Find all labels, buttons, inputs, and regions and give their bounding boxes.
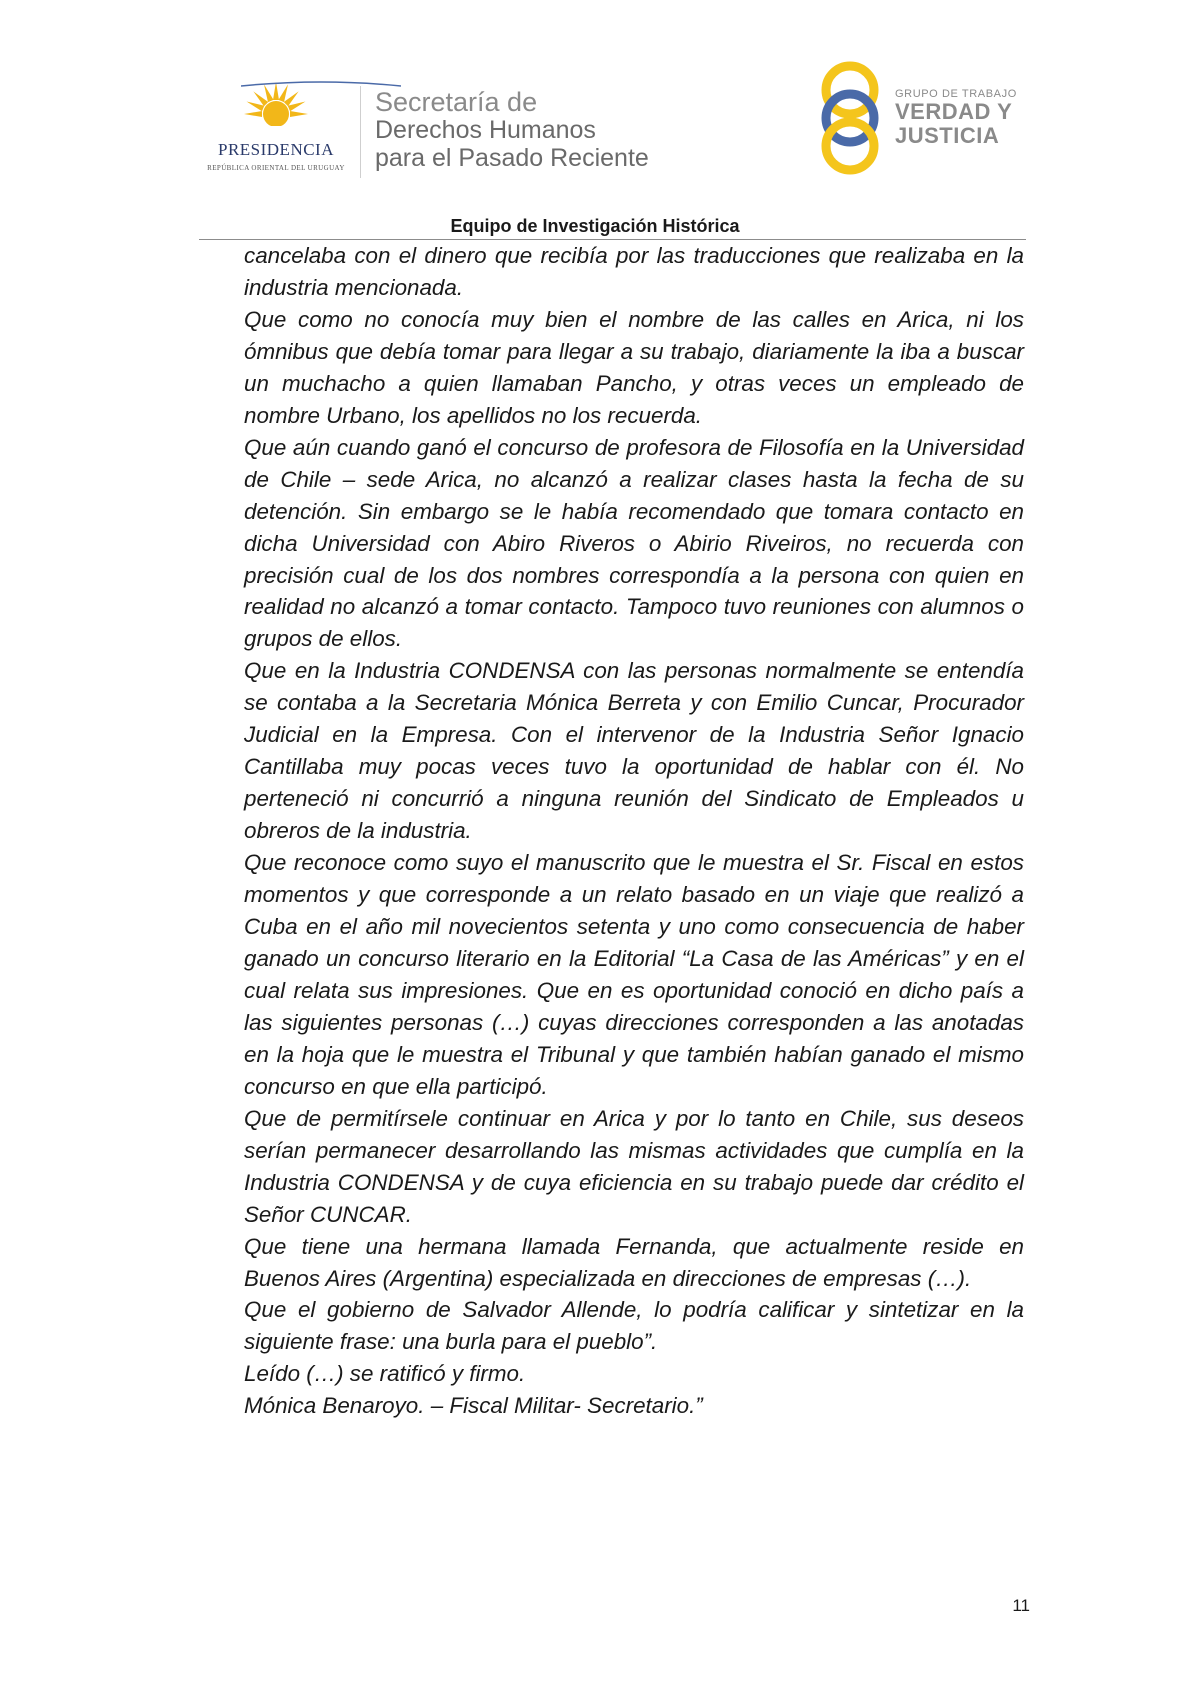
paragraph: cancelaba con el dinero que recibía por las traducciones que realizaba en la industria mencionada. bbox=[244, 243, 1024, 300]
paragraph: Que tiene una hermana llamada Fernanda, que actualmente reside en Buenos Aires (Argentina) especializada en direcciones de empresas (…). bbox=[244, 1233, 1024, 1291]
signature-line: Mónica Benaroyo. – Fiscal Militar- Secretario.” bbox=[244, 1393, 703, 1419]
presidencia-name: PRESIDENCIA bbox=[217, 140, 334, 159]
grupo-label: GRUPO DE TRABAJO bbox=[895, 88, 1017, 100]
verdad-justicia-text bbox=[895, 88, 1017, 148]
document-body bbox=[244, 240, 1024, 1422]
header-divider bbox=[360, 86, 361, 178]
page-header bbox=[0, 0, 1190, 240]
presidencia-logo bbox=[196, 80, 356, 180]
paragraph: Que reconoce como suyo el manuscrito que le muestra el Sr. Fiscal en estos momentos y que corresponde a un relato basado en un viaje que realizó a Cuba en el año mil novecientos setenta y uno como consecuencia de haber ganado un concurso literario en la Editorial “La Casa de las Américas” y en el cual relata sus impresiones. Que en es oportunidad conoció en dicho país a las siguientes personas (…) cuyas direcciones corresponden a las anotadas en la hoja que le muestra el Tribunal y que también habían ganado el mismo concurso en que ella participó. bbox=[244, 850, 1024, 1099]
paragraph: Que de permitírsele continuar en Arica y por lo tanto en Chile, sus deseos serían permanecer desarrollando las mismas actividades que cumplía en la Industria CONDENSA y de cuya eficiencia en su trabajo puede dar crédito el Señor CUNCAR. bbox=[244, 1105, 1024, 1227]
team-title: Equipo de Investigación Histórica bbox=[450, 216, 740, 236]
sun-icon bbox=[241, 80, 311, 136]
verdad-justicia-rings-icon bbox=[820, 55, 880, 180]
secretaria-line-3: para el Pasado Reciente bbox=[375, 144, 649, 172]
page-number: 11 bbox=[1012, 1596, 1030, 1615]
secretaria-line-2: Derechos Humanos bbox=[375, 116, 596, 144]
secretaria-line-1: Secretaría de bbox=[375, 87, 538, 117]
paragraph: Que como no conocía muy bien el nombre de las calles en Arica, ni los ómnibus que debía tomar para llegar a su trabajo, diariamente la iba a buscar un muchacho a quien llamaban Pancho, y otras veces un empleado de nombre Urbano, los apellidos no los recuerda. bbox=[244, 306, 1024, 428]
paragraph: Que el gobierno de Salvador Allende, lo podría calificar y sintetizar en la siguiente frase: una burla para el pueblo”. bbox=[244, 1297, 1024, 1355]
paragraph: Que aún cuando ganó el concurso de profesora de Filosofía en la Universidad de Chile – sede Arica, no alcanzó a realizar clases hasta la fecha de su detención. Sin embargo se le había recomendado que tomara contacto en dicha Universidad con Abiro Riveros o Abirio Riveiros, no recuerda con precisión cual de los dos nombres correspondía a la persona con quien en realidad no alcanzó a tomar contacto. Tampoco tuvo reuniones con alumnos o grupos de ellos. bbox=[244, 434, 1024, 652]
presidencia-subtitle: REPÚBLICA ORIENTAL DEL URUGUAY bbox=[207, 164, 345, 172]
paragraph: Leído (…) se ratificó y firmo. bbox=[244, 1361, 526, 1387]
justicia-label: JUSTICIA bbox=[895, 123, 1000, 148]
paragraph: Que en la Industria CONDENSA con las personas normalmente se entendía se contaba a la Secretaria Mónica Berreta y con Emilio Cuncar, Procurador Judicial en la Empresa. Con el intervenor de la Industria Señor Ignacio Cantillaba muy pocas veces tuvo la oportunidad de hablar con él. No perteneció ni concurrió a ninguna reunión del Sindicato de Empleados u obreros de la industria. bbox=[244, 658, 1024, 844]
verdad-label: VERDAD Y bbox=[895, 99, 1013, 124]
secretaria-logo-text bbox=[375, 88, 649, 172]
